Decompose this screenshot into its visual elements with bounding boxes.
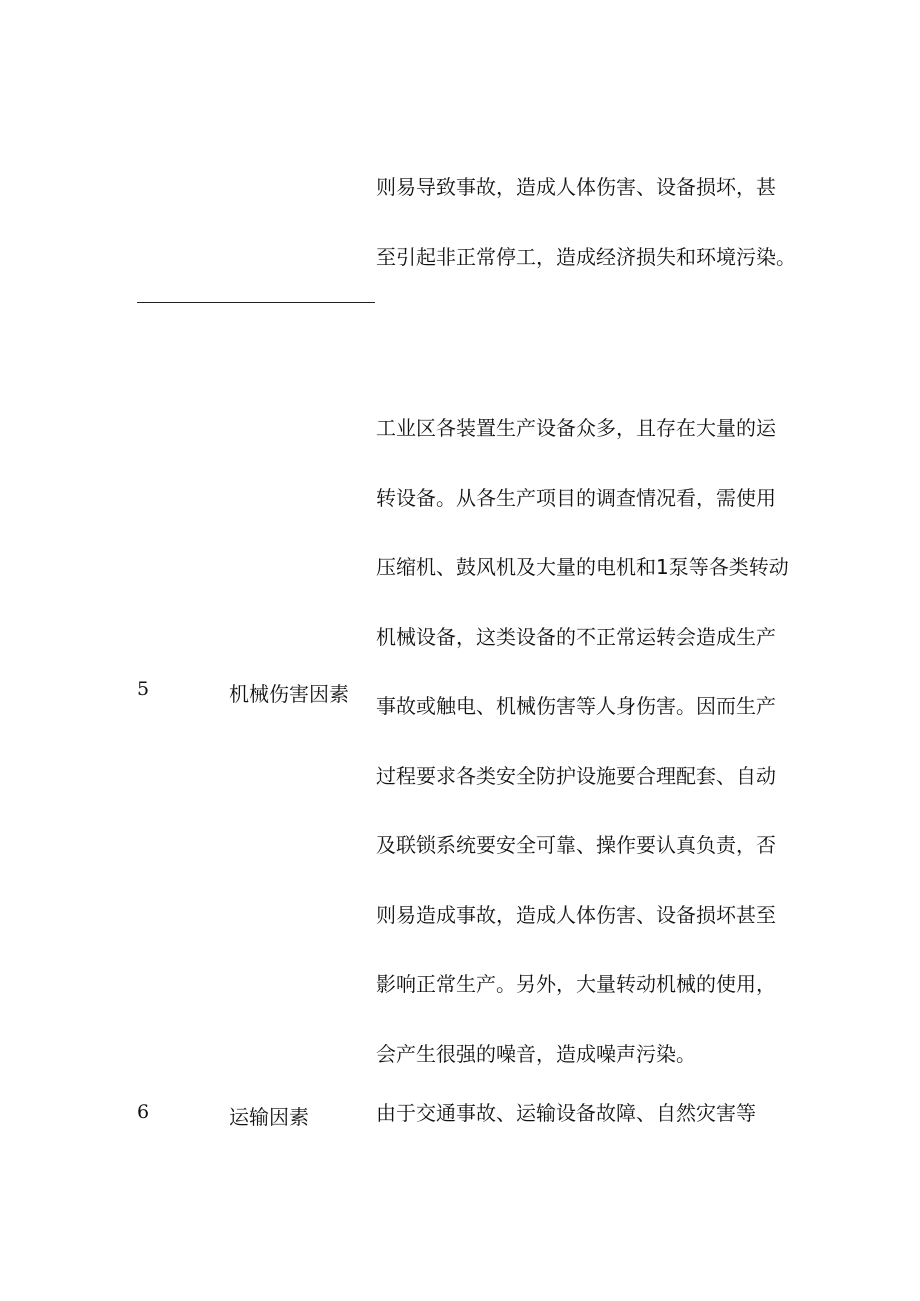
row-5-number: 5: [137, 678, 150, 700]
continuation-description: [376, 153, 796, 292]
row-6-line-1: 由于交通事故、运输设备故障、自然灾害等: [376, 1101, 756, 1125]
row-6-description: [376, 1079, 796, 1149]
row-5-line-1: 工业区各装置生产设备众多，且存在大量的运: [376, 416, 776, 440]
row-5-line-10: 会产生很强的噪音，造成噪声污染。: [376, 1041, 696, 1066]
row-5-line-6: 过程要求各类安全防护设施要合理配套、自动: [376, 763, 776, 788]
row-5-line-5: 事故或触电、机械伤害等人身伤害。因而生产: [376, 694, 776, 718]
continuation-line-2: 至引起非正常停工，造成经济损失和环境污染。: [376, 244, 796, 269]
row-5-line-9: 影响正常生产。另外，大量转动机械的使用，: [376, 972, 776, 996]
row-5-line-3: 压缩机、鼓风机及大量的电机和1泵等各类转动: [376, 555, 789, 579]
row-5-line-7: 及联锁系统要安全可靠、操作要认真负责，否: [376, 833, 776, 857]
table-divider: [137, 302, 375, 303]
row-5-line-8: 则易造成事故，造成人体伤害、设备损坏甚至: [376, 902, 776, 927]
row-5-line-4: 机械设备，这类设备的不正常运转会造成生产: [376, 624, 776, 649]
continuation-line-1: 则易导致事故，造成人体伤害、设备损坏，甚: [376, 175, 776, 199]
row-5-description: [376, 394, 796, 1089]
row-6-number: 6: [137, 1101, 150, 1123]
row-5-line-2: 转设备。从各生产项目的调查情况看，需使用: [376, 485, 776, 510]
row-6-factor: 运输因素: [229, 1105, 309, 1129]
row-5-factor: 机械伤害因素: [229, 682, 349, 706]
